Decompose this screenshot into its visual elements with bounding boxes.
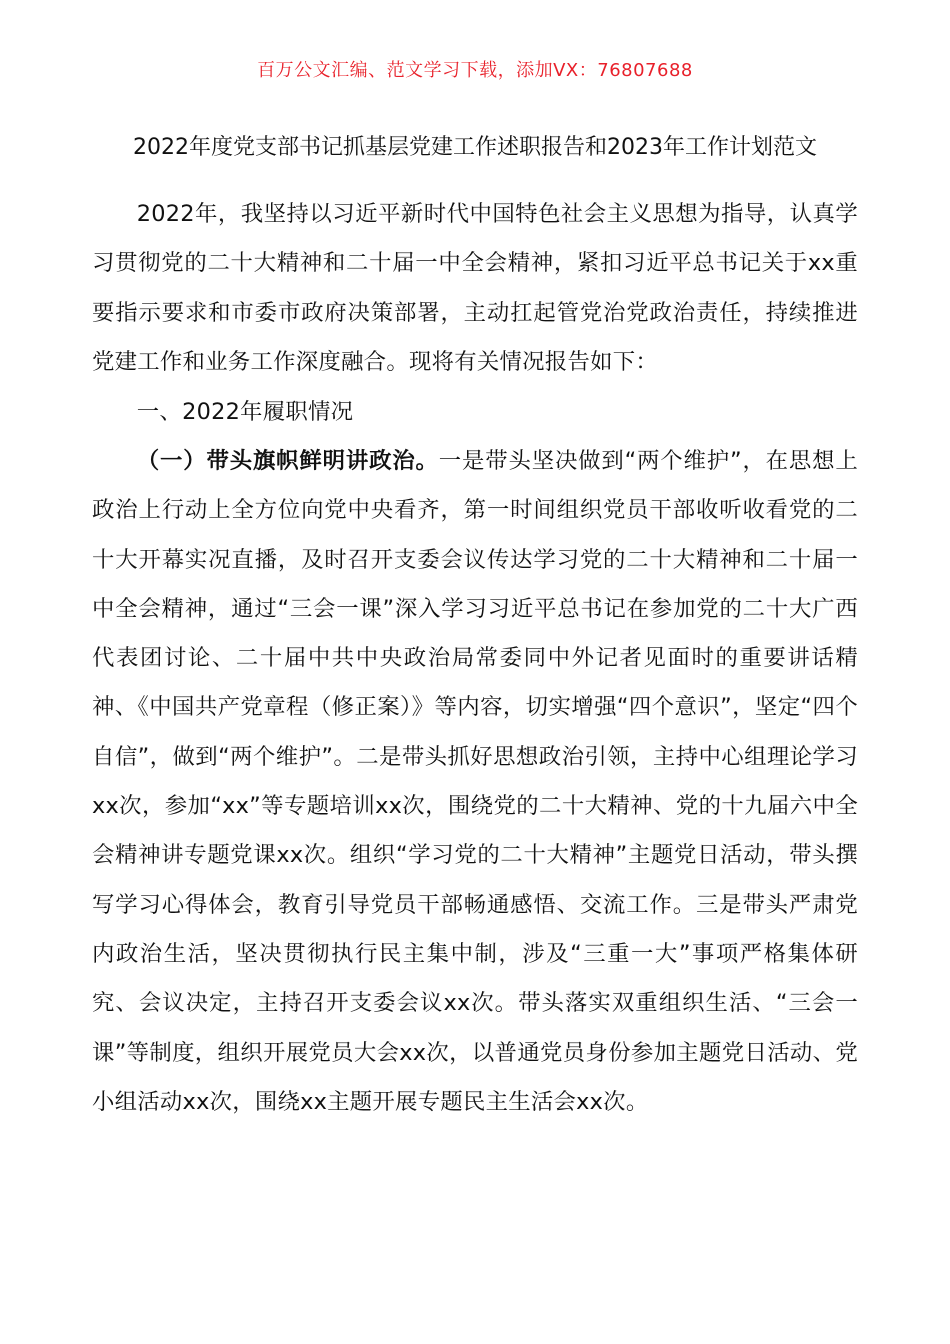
- subsection-paragraph: [92, 437, 858, 1127]
- subsection-text-block: [92, 437, 858, 1127]
- watermark-header: 百万公文汇编、范文学习下载，添加VX：76807688: [257, 60, 693, 81]
- section-heading-block: [92, 388, 858, 437]
- intro-text: 2022年，我坚持以习近平新时代中国特色社会主义思想为指导，认真学习贯彻党的二十大精神和二十届一中全会精神，紧扣习近平总书记关于xx重要指示要求和市委市政府决策部署，主动扛起管党治党政治责任，持续推进党建工作和业务工作深度融合。现将有关情况报告如下：: [92, 201, 858, 375]
- intro-paragraph: [92, 190, 858, 387]
- section-heading: 一、2022年履职情况: [136, 399, 354, 425]
- document-title: 2022年度党支部书记抓基层党建工作述职报告和2023年工作计划范文: [133, 135, 817, 160]
- subsection-lead: （一）带头旗帜鲜明讲政治。: [136, 448, 439, 474]
- subsection-text: 一是带头坚决做到“两个维护”，在思想上政治上行动上全方位向党中央看齐，第一时间组织党员干部收听收看党的二十大开幕实况直播，及时召开支委会议传达学习党的二十大精神和二十届一中全会精神，通过“三会一课”深入学习习近平总书记在参加党的二十大广西代表团讨论、二十届中共中央政治局常委同中外记者见面时的重要讲话精神、《中国共产党章程（修正案）》等内容，切实增强“四个意识”，坚定“四个自信”，做到“两个维护”。二是带头抓好思想政治引领，主持中心组理论学习xx次，参加“xx”等专题培训xx次，围绕党的二十大精神、党的十九届六中全会精神讲专题党课xx次。组织“学习党的二十大精神”主题党日活动，带头撰写学习心得体会，教育引导党员干部畅通感悟、交流工作。三是带头严肃党内政治生活，坚决贯彻执行民主集中制，涉及“三重一大”事项严格集体研究、会议决定，主持召开支委会议xx次。带头落实双重组织生活、“三会一课”等制度，组织开展党员大会xx次，以普通党员身份参加主题党日活动、党小组活动xx次，围绕xx主题开展专题民主生活会xx次。: [92, 448, 859, 1115]
